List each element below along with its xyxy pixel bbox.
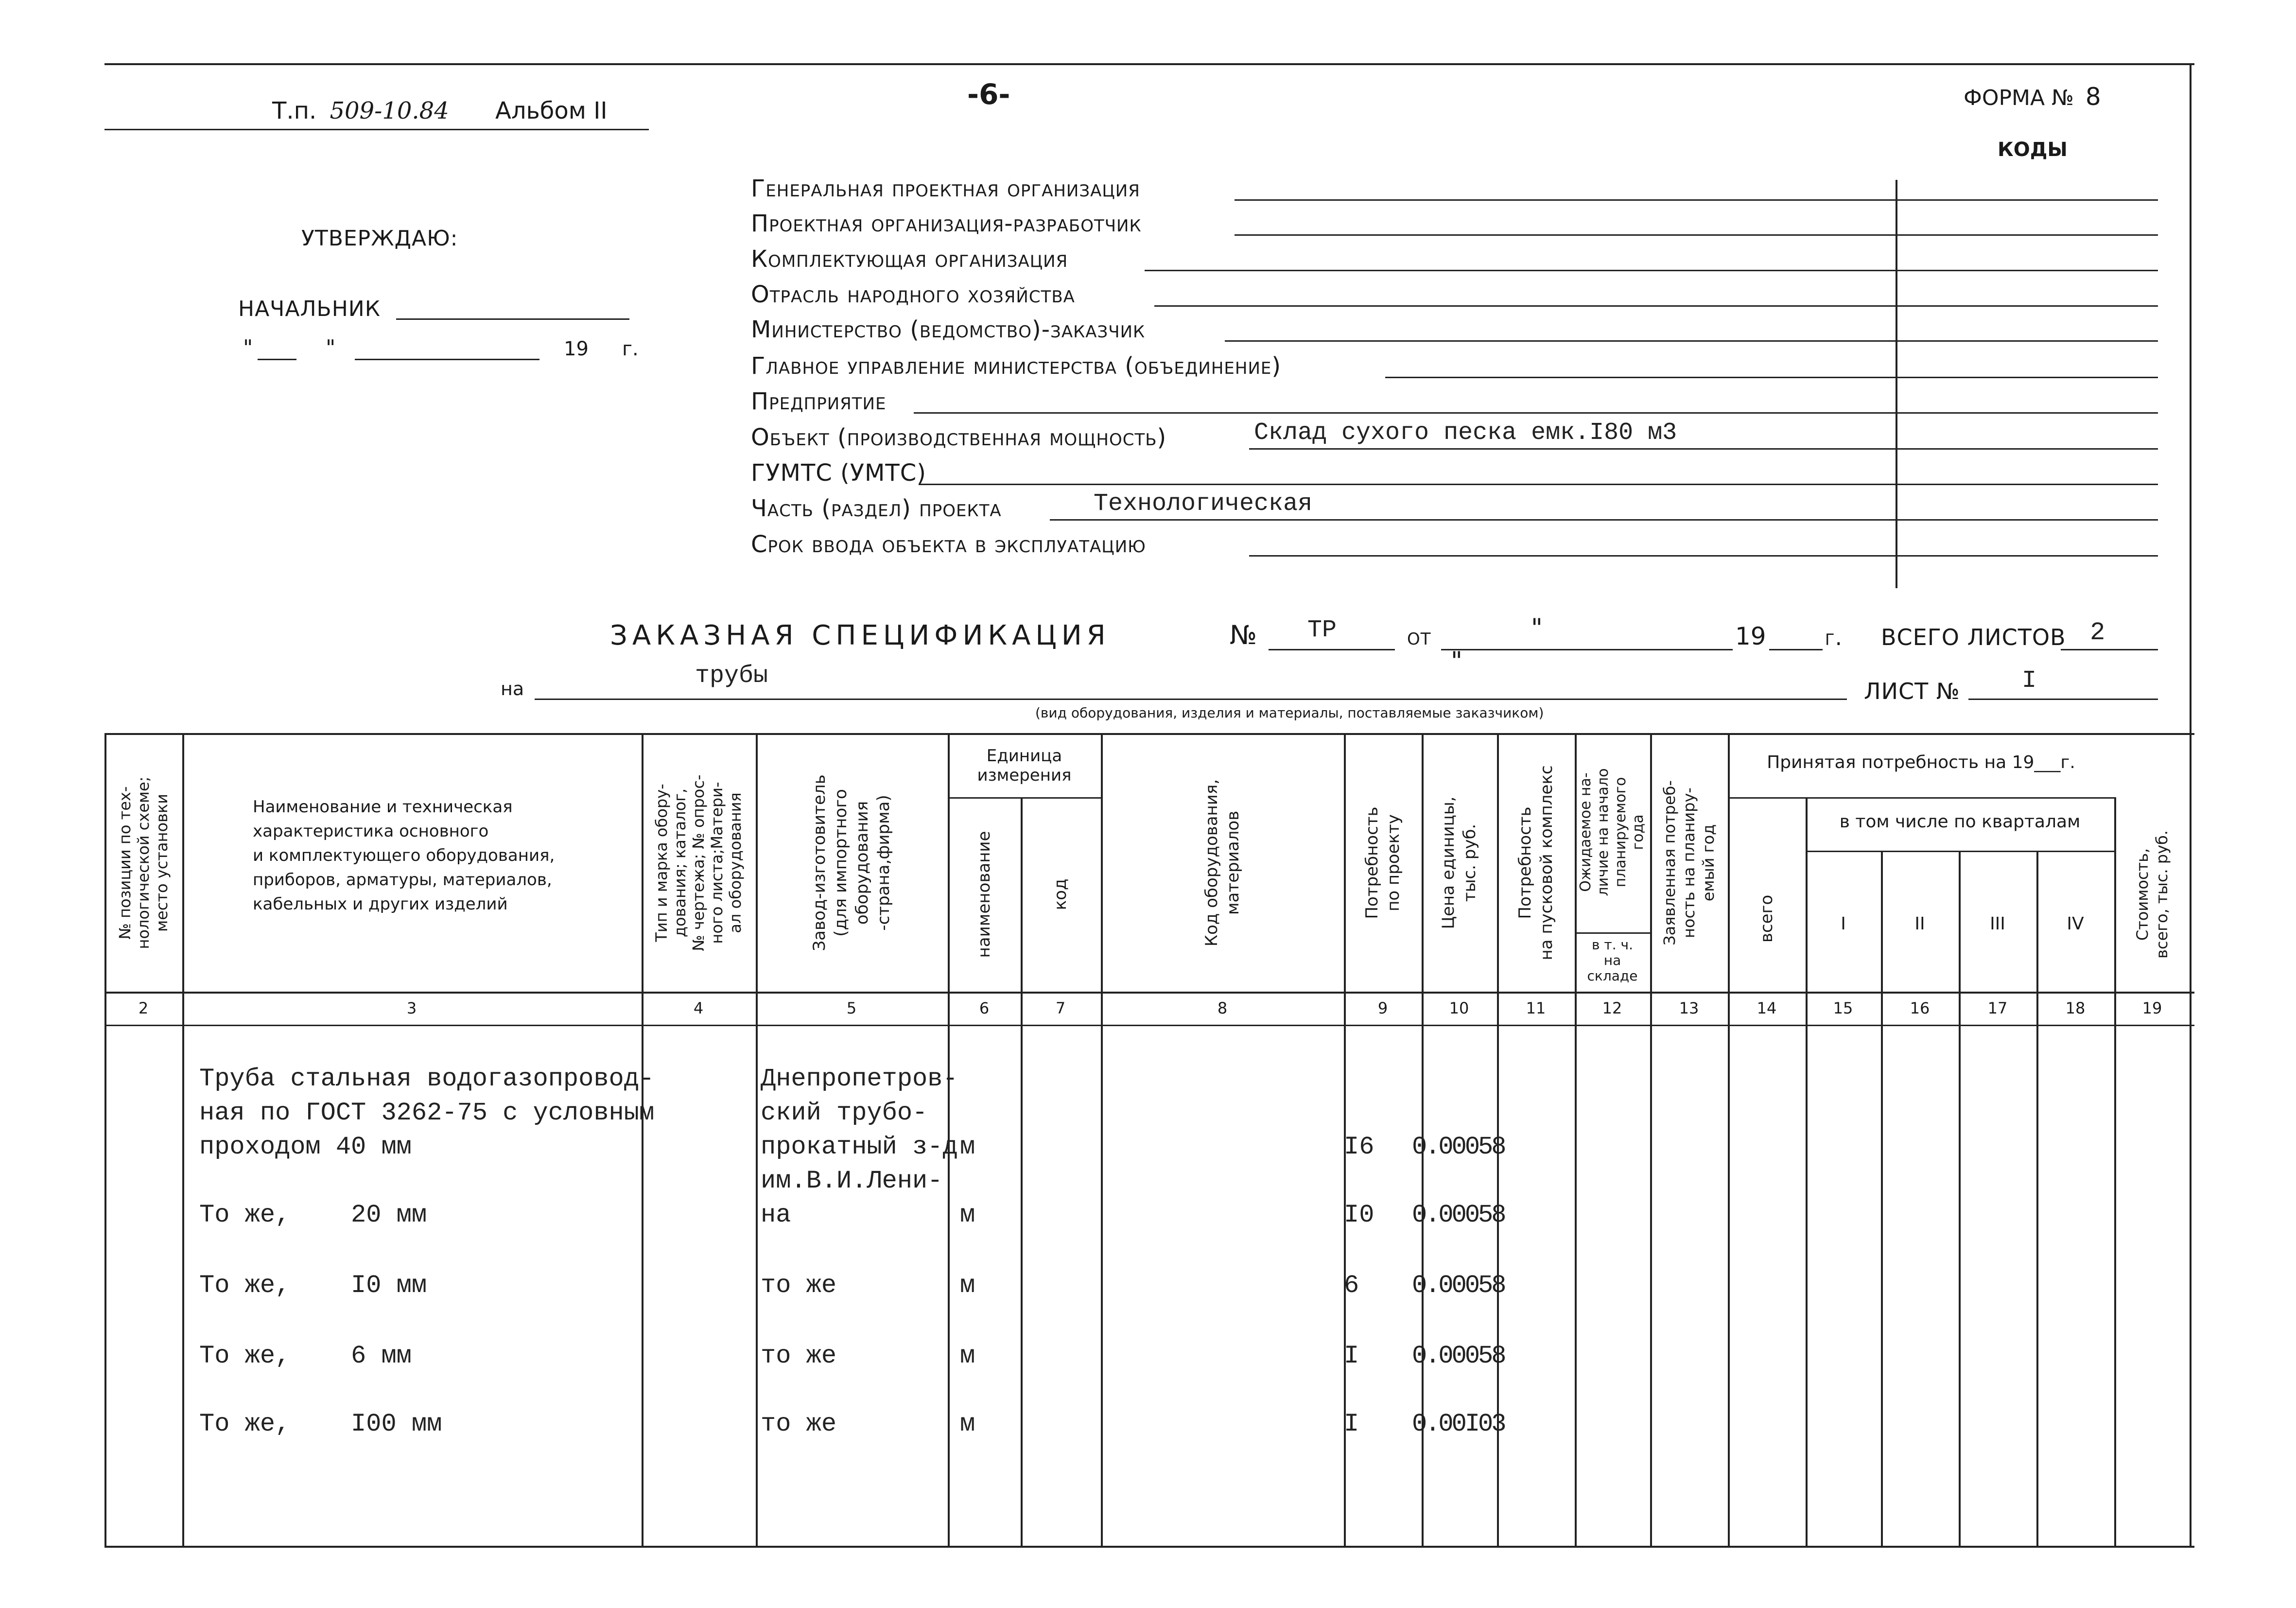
table-row-1-price: 0.00058	[1412, 1133, 1505, 1161]
header-c10: Цена единицы, тыс. руб.	[1439, 796, 1479, 929]
colnum-4: 4	[693, 999, 704, 1017]
tp-number: 509-10.84	[330, 97, 449, 124]
colnum-17: 17	[1987, 999, 2008, 1017]
table-row-5-qty: I	[1344, 1410, 1359, 1438]
spec-quote-1: "	[1531, 613, 1543, 643]
header-c12: Ожидаемое на- личие на начало планируемого года	[1577, 768, 1647, 896]
tp-label: Т.п.	[272, 97, 317, 124]
spec-on-label: на	[501, 678, 524, 699]
table-row-4-maker: то же	[761, 1342, 837, 1370]
spec-sheet-value: I	[2022, 667, 2037, 695]
header-c19: Стоимость, всего, тыс. руб.	[2133, 830, 2171, 959]
table-row-5-unit: м	[960, 1410, 975, 1438]
table-row-4-name: То же, 6 мм	[199, 1342, 412, 1370]
table-row-2-qty: I0	[1344, 1201, 1374, 1229]
colnum-8: 8	[1217, 999, 1228, 1017]
year-suffix: г.	[622, 338, 639, 360]
colnum-10: 10	[1449, 999, 1469, 1017]
header-q2: II	[1914, 914, 1925, 934]
table-row-3-unit: м	[960, 1271, 975, 1300]
header-accepted: Принятая потребность на 19___г.	[1767, 752, 2075, 772]
field-commissioning: Срок ввода объекта в эксплуатацию	[751, 531, 1146, 558]
field-design-org: Проектная организация-разработчик	[751, 210, 1142, 237]
header-c2: № позиции по тех- нологической схеме; место установки	[116, 776, 171, 949]
table-row-3-maker: то же	[761, 1271, 837, 1300]
table-row-5-price: 0.00I03	[1412, 1410, 1505, 1438]
field-complete-org: Комплектующая организация	[751, 245, 1068, 273]
table-row-1-maker: Днепропетров- ский трубо- прокатный з-д им.В.И.Лени- на	[761, 1065, 958, 1229]
chief-label: НАЧАЛЬНИК	[238, 297, 381, 321]
header-c4: Тип и марка обору- дования; каталог, № чертежа; № опрос- ного листа;Матери- ал оборудования	[652, 774, 745, 951]
field-ministry: Министерство (ведомство)-заказчик	[751, 316, 1146, 343]
header-c11: Потребность на пусковой комплекс	[1515, 765, 1556, 961]
table-row-4-price: 0.00058	[1412, 1342, 1505, 1370]
page-number: -6-	[967, 78, 1010, 111]
spec-sheet-label: ЛИСТ №	[1864, 678, 1960, 704]
header-c7: код	[1051, 878, 1070, 910]
table-row-2-name: То же, 20 мм	[199, 1201, 427, 1229]
album-label: Альбом II	[495, 97, 608, 124]
colnum-19: 19	[2142, 999, 2162, 1017]
field-object-value: Склад сухого песка емк.I80 м3	[1254, 419, 1677, 447]
field-general-org: Генеральная проектная организация	[751, 175, 1140, 202]
spec-from-label: от	[1407, 623, 1431, 650]
table-row-1-name: Труба стальная водогазопровод- ная по ГОСТ 3262-75 с условным проходом 40 мм	[199, 1065, 655, 1161]
colnum-6: 6	[979, 999, 990, 1017]
spec-quote-2: "	[1451, 647, 1462, 676]
colnum-18: 18	[2065, 999, 2086, 1017]
date-line: "	[243, 335, 253, 360]
codes-label: КОДЫ	[1998, 139, 2068, 161]
table-row-1-unit: м	[960, 1133, 975, 1161]
colnum-14: 14	[1757, 999, 1777, 1017]
form-number: 8	[2085, 83, 2101, 111]
header-tp	[272, 97, 608, 124]
colnum-16: 16	[1910, 999, 1930, 1017]
header-q1: I	[1841, 914, 1846, 934]
field-project-part: Часть (раздел) проекта	[751, 495, 1002, 522]
form-label: ФОРМА № 8	[1964, 83, 2101, 111]
field-enterprise: Предприятие	[751, 388, 887, 415]
table-row-2-price: 0.00058	[1412, 1201, 1505, 1229]
header-c3: Наименование и техническая характеристика основного и комплектующего оборудования, приборов, арматуры, материалов, кабельных и других изделий	[253, 797, 555, 914]
spec-year-label: 19	[1735, 622, 1766, 650]
spec-g-label: г.	[1825, 624, 1843, 650]
colnum-9: 9	[1377, 999, 1388, 1017]
table-row-4-qty: I	[1344, 1342, 1359, 1370]
table-row-5-maker: то же	[761, 1410, 837, 1438]
table-row-3-qty: 6	[1344, 1271, 1359, 1300]
table-row-4-unit: м	[960, 1342, 975, 1370]
colnum-5: 5	[846, 999, 857, 1017]
header-quarters: в том числе по кварталам	[1839, 812, 2081, 832]
header-c5: Завод-изготовитель (для импортного оборудования -страна,фирма)	[810, 774, 893, 951]
table-row-5-name: То же, I00 мм	[199, 1410, 442, 1438]
header-c8: Код оборудования, материалов	[1202, 779, 1243, 947]
colnum-15: 15	[1833, 999, 1853, 1017]
spec-no-value: ТР	[1307, 616, 1337, 644]
field-main-directorate: Главное управление министерства (объединение)	[751, 352, 1282, 380]
field-gumts: ГУМТС (УМТС)	[751, 459, 926, 487]
colnum-2: 2	[138, 999, 149, 1017]
field-project-part-value: Технологическая	[1094, 490, 1313, 518]
colnum-7: 7	[1055, 999, 1066, 1017]
table-row-3-name: То же, I0 мм	[199, 1271, 427, 1300]
year-prefix: 19	[564, 338, 589, 360]
header-q3: III	[1990, 914, 2005, 934]
header-c13: Заявленная потреб- ность на планиру- емый год	[1660, 780, 1718, 945]
spec-caption: (вид оборудования, изделия и материалы, поставляемые заказчиком)	[1035, 705, 1544, 721]
table-row-3-price: 0.00058	[1412, 1271, 1505, 1300]
header-unit-group: Единица измерения	[977, 746, 1072, 785]
field-industry: Отрасль народного хозяйства	[751, 281, 1075, 308]
field-object: Объект (производственная мощность)	[751, 424, 1167, 451]
spec-total-label: ВСЕГО ЛИСТОВ	[1881, 624, 2066, 650]
table-row-1-qty: I6	[1344, 1133, 1374, 1161]
header-c6: наименование	[974, 831, 994, 958]
approve-label: УТВЕРЖДАЮ:	[301, 226, 458, 251]
spec-total-value: 2	[2090, 618, 2105, 647]
colnum-13: 13	[1679, 999, 1699, 1017]
colnum-12: 12	[1602, 999, 1622, 1017]
spec-on-value: трубы	[695, 662, 768, 690]
header-c12-sub: в т. ч. на складе	[1587, 937, 1638, 984]
header-c9: Потребность по проекту	[1362, 806, 1403, 919]
table-row-2-unit: м	[960, 1201, 975, 1229]
spec-no-label: №	[1230, 620, 1257, 650]
header-c14: всего	[1757, 894, 1776, 943]
colnum-11: 11	[1526, 999, 1546, 1017]
header-q4: IV	[2067, 914, 2084, 934]
spec-title: ЗАКАЗНАЯ СПЕЦИФИКАЦИЯ	[610, 620, 1111, 651]
colnum-3: 3	[406, 999, 417, 1017]
